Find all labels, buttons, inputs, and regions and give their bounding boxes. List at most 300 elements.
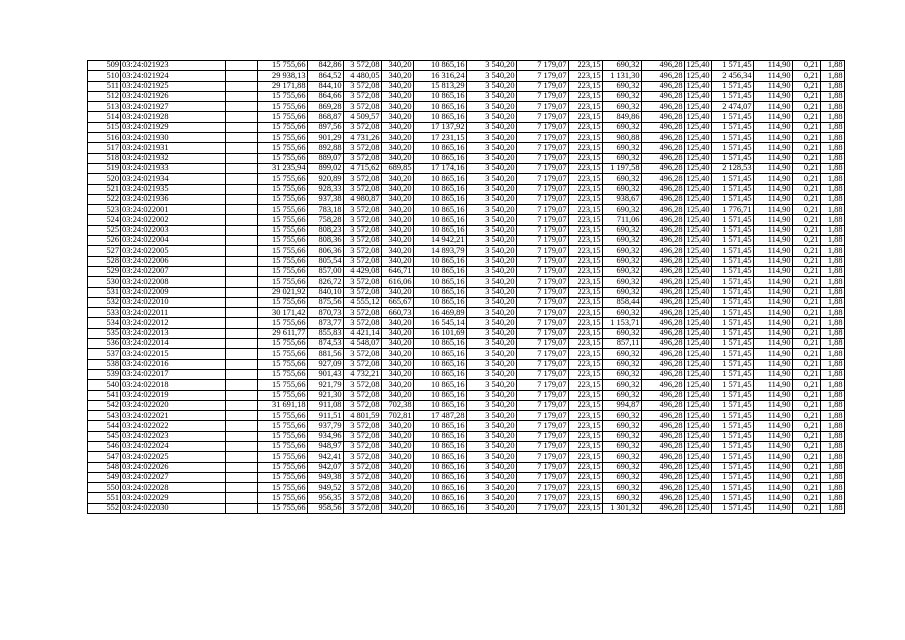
table-cell: 14 893,79 — [414, 246, 467, 256]
table-cell: 1,88 — [821, 441, 845, 451]
table-cell: 15 755,66 — [258, 369, 308, 379]
table-cell: 223,15 — [569, 215, 603, 225]
table-cell: 547 — [88, 452, 121, 462]
table-cell: 03:24:021935 — [121, 184, 226, 194]
table-cell: 0,21 — [793, 308, 821, 318]
table-cell: 1 571,45 — [712, 308, 754, 318]
table-cell: 10 865,16 — [414, 61, 467, 71]
empty-cell — [226, 411, 258, 421]
table-cell: 901,29 — [308, 133, 344, 143]
table-cell: 3 540,20 — [467, 153, 517, 163]
table-cell: 1 571,45 — [712, 503, 754, 513]
table-cell: 17 231,15 — [414, 133, 467, 143]
table-cell: 496,28 — [642, 308, 685, 318]
table-cell: 546 — [88, 441, 121, 451]
table-cell: 938,67 — [603, 194, 642, 204]
table-cell: 1 571,45 — [712, 225, 754, 235]
table-cell: 496,28 — [642, 163, 685, 173]
table-cell: 1 571,45 — [712, 318, 754, 328]
table-cell: 0,21 — [793, 112, 821, 122]
table-cell: 548 — [88, 462, 121, 472]
table-cell: 3 540,20 — [467, 256, 517, 266]
table-cell: 1,88 — [821, 266, 845, 276]
table-cell: 340,20 — [382, 369, 414, 379]
empty-cell — [226, 297, 258, 307]
table-cell: 1,88 — [821, 472, 845, 482]
table-cell: 3 572,08 — [344, 122, 382, 132]
empty-cell — [226, 328, 258, 338]
table-cell: 522 — [88, 194, 121, 204]
table-cell: 114,90 — [754, 215, 793, 225]
table-cell: 3 572,08 — [344, 225, 382, 235]
table-cell: 3 540,20 — [467, 431, 517, 441]
table-cell: 3 540,20 — [467, 328, 517, 338]
table-cell: 0,21 — [793, 71, 821, 81]
table-cell: 223,15 — [569, 503, 603, 513]
table-cell: 1,88 — [821, 205, 845, 215]
table-cell: 125,40 — [686, 338, 710, 348]
table-cell: 7 179,07 — [517, 91, 569, 101]
table-cell: 03:24:021927 — [121, 102, 226, 112]
table-cell: 542 — [88, 400, 121, 410]
table-cell: 690,32 — [603, 81, 642, 91]
table-cell: 7 179,07 — [517, 318, 569, 328]
table-cell: 3 540,20 — [467, 215, 517, 225]
table-row — [88, 266, 845, 276]
table-cell: 125,40 — [686, 81, 710, 91]
table-cell: 125,40 — [686, 503, 710, 513]
table-cell: 114,90 — [754, 122, 793, 132]
table-cell: 496,28 — [642, 349, 685, 359]
table-cell: 340,20 — [382, 215, 414, 225]
table-cell: 10 865,16 — [414, 369, 467, 379]
table-cell: 1 571,45 — [712, 122, 754, 132]
empty-cell — [226, 277, 258, 287]
table-cell: 1 571,45 — [712, 328, 754, 338]
table-cell: 4 548,07 — [344, 339, 382, 349]
table-cell: 942,41 — [308, 452, 344, 462]
table-body — [88, 61, 845, 514]
table-cell: 15 755,66 — [258, 266, 308, 276]
table-cell: 125,40 — [686, 70, 710, 80]
table-row — [88, 400, 845, 410]
table-cell: 3 540,20 — [467, 143, 517, 153]
table-cell: 10 865,16 — [414, 421, 467, 431]
table-cell: 125,40 — [686, 492, 710, 502]
table-cell: 496,28 — [642, 318, 685, 328]
table-cell: 689,85 — [382, 163, 414, 173]
table-cell: 17 174,16 — [414, 163, 467, 173]
table-cell: 826,72 — [308, 277, 344, 287]
table-row — [88, 369, 845, 379]
table-cell: 4 715,62 — [344, 163, 382, 173]
table-cell: 0,21 — [793, 349, 821, 359]
table-cell: 1 197,58 — [603, 163, 642, 173]
table-cell: 3 572,08 — [344, 102, 382, 112]
table-cell: 03:24:022028 — [121, 483, 226, 493]
table-cell: 937,38 — [308, 194, 344, 204]
table-cell: 114,90 — [754, 400, 793, 410]
table-cell: 2 456,34 — [712, 71, 754, 81]
table-cell: 223,15 — [569, 143, 603, 153]
table-cell: 15 755,66 — [258, 122, 308, 132]
table-cell: 1 571,45 — [712, 266, 754, 276]
table-cell: 3 572,08 — [344, 308, 382, 318]
table-cell: 702,81 — [382, 411, 414, 421]
table-cell: 10 865,16 — [414, 339, 467, 349]
table-row — [88, 339, 845, 349]
table-cell: 690,32 — [603, 174, 642, 184]
table-cell: 3 572,08 — [344, 452, 382, 462]
table-cell: 928,33 — [308, 184, 344, 194]
table-cell: 03:24:021936 — [121, 194, 226, 204]
table-cell: 899,02 — [308, 163, 344, 173]
table-cell: 125,40 — [686, 420, 710, 430]
table-cell: 496,28 — [642, 411, 685, 421]
table-cell: 114,90 — [754, 91, 793, 101]
table-cell: 15 755,66 — [258, 102, 308, 112]
table-cell: 125,40 — [686, 462, 710, 472]
table-cell: 3 540,20 — [467, 369, 517, 379]
table-cell: 4 731,26 — [344, 133, 382, 143]
table-cell: 0,21 — [793, 256, 821, 266]
table-cell: 1,88 — [821, 215, 845, 225]
table-cell: 0,21 — [793, 380, 821, 390]
table-cell: 223,15 — [569, 184, 603, 194]
table-cell: 223,15 — [569, 308, 603, 318]
table-cell: 934,96 — [308, 431, 344, 441]
table-cell: 1 571,45 — [712, 483, 754, 493]
table-cell: 17 487,28 — [414, 411, 467, 421]
table-cell: 3 572,08 — [344, 503, 382, 513]
table-cell: 690,32 — [603, 61, 642, 71]
table-cell: 340,20 — [382, 112, 414, 122]
table-cell: 0,21 — [793, 194, 821, 204]
table-cell: 15 755,66 — [258, 359, 308, 369]
empty-cell — [226, 266, 258, 276]
table-cell: 496,28 — [642, 277, 685, 287]
table-cell: 1,88 — [821, 133, 845, 143]
table-cell: 114,90 — [754, 503, 793, 513]
table-cell: 03:24:022029 — [121, 493, 226, 503]
table-cell: 864,66 — [308, 91, 344, 101]
table-cell: 496,28 — [642, 246, 685, 256]
table-cell: 690,32 — [603, 441, 642, 451]
table-cell: 690,32 — [603, 184, 642, 194]
table-cell: 496,28 — [642, 236, 685, 246]
table-cell: 114,90 — [754, 380, 793, 390]
table-row — [88, 174, 845, 184]
table-cell: 949,38 — [308, 472, 344, 482]
table-cell: 7 179,07 — [517, 503, 569, 513]
table-cell: 0,21 — [793, 122, 821, 132]
table-cell: 690,32 — [603, 266, 642, 276]
table-cell: 3 540,20 — [467, 483, 517, 493]
table-cell: 0,21 — [793, 390, 821, 400]
table-cell: 340,20 — [382, 205, 414, 215]
empty-cell — [226, 194, 258, 204]
table-cell: 3 572,08 — [344, 143, 382, 153]
table-cell: 949,52 — [308, 483, 344, 493]
table-cell: 855,83 — [308, 328, 344, 338]
table-cell: 521 — [88, 184, 121, 194]
table-cell: 03:24:021926 — [121, 91, 226, 101]
table-cell: 15 755,66 — [258, 483, 308, 493]
table-cell: 758,28 — [308, 215, 344, 225]
table-cell: 690,32 — [603, 236, 642, 246]
table-row — [88, 246, 845, 256]
table-cell: 15 755,66 — [258, 61, 308, 71]
table-cell: 114,90 — [754, 61, 793, 71]
table-cell: 536 — [88, 339, 121, 349]
table-row — [88, 153, 845, 163]
table-cell: 496,28 — [642, 390, 685, 400]
table-row — [88, 112, 845, 122]
table-cell: 10 865,16 — [414, 431, 467, 441]
table-cell: 340,20 — [382, 359, 414, 369]
table-cell: 15 755,66 — [258, 503, 308, 513]
table-cell: 3 572,08 — [344, 287, 382, 297]
table-cell: 531 — [88, 287, 121, 297]
table-cell: 0,21 — [793, 472, 821, 482]
table-cell: 125,40 — [686, 235, 710, 245]
table-cell: 03:24:022013 — [121, 328, 226, 338]
table-cell: 03:24:022027 — [121, 472, 226, 482]
table-cell: 223,15 — [569, 493, 603, 503]
table-cell: 527 — [88, 246, 121, 256]
table-cell: 3 540,20 — [467, 318, 517, 328]
table-cell: 340,20 — [382, 61, 414, 71]
table-cell: 125,40 — [686, 214, 710, 224]
table-cell: 223,15 — [569, 266, 603, 276]
table-cell: 0,21 — [793, 441, 821, 451]
table-cell: 873,77 — [308, 318, 344, 328]
table-cell: 3 540,20 — [467, 359, 517, 369]
table-cell: 3 540,20 — [467, 61, 517, 71]
table-cell: 15 755,66 — [258, 421, 308, 431]
table-cell: 496,28 — [642, 493, 685, 503]
table-cell: 03:24:022009 — [121, 287, 226, 297]
table-cell: 10 865,16 — [414, 91, 467, 101]
table-cell: 7 179,07 — [517, 452, 569, 462]
table-cell: 1,88 — [821, 431, 845, 441]
empty-cell — [226, 236, 258, 246]
table-row — [88, 328, 845, 338]
table-cell: 125,40 — [686, 194, 710, 204]
table-cell: 114,90 — [754, 266, 793, 276]
table-cell: 10 865,16 — [414, 102, 467, 112]
table-cell: 0,21 — [793, 411, 821, 421]
table-cell: 1 571,45 — [712, 236, 754, 246]
table-cell: 549 — [88, 472, 121, 482]
table-cell: 690,32 — [603, 143, 642, 153]
table-cell: 223,15 — [569, 81, 603, 91]
table-cell: 03:24:022017 — [121, 369, 226, 379]
table-cell: 3 540,20 — [467, 349, 517, 359]
table-cell: 16 545,14 — [414, 318, 467, 328]
table-row — [88, 359, 845, 369]
table-cell: 1,88 — [821, 297, 845, 307]
table-cell: 7 179,07 — [517, 61, 569, 71]
table-cell: 0,21 — [793, 503, 821, 513]
empty-cell — [226, 153, 258, 163]
table-cell: 3 540,20 — [467, 380, 517, 390]
table-cell: 114,90 — [754, 421, 793, 431]
table-cell: 125,40 — [686, 472, 710, 482]
table-cell: 1 571,45 — [712, 452, 754, 462]
table-cell: 3 540,20 — [467, 71, 517, 81]
table-cell: 125,40 — [686, 379, 710, 389]
table-cell: 125,40 — [686, 328, 710, 338]
table-cell: 690,32 — [603, 287, 642, 297]
table-cell: 520 — [88, 174, 121, 184]
table-cell: 1 571,45 — [712, 431, 754, 441]
table-cell: 7 179,07 — [517, 102, 569, 112]
table-cell: 3 540,20 — [467, 472, 517, 482]
empty-cell — [226, 400, 258, 410]
table-cell: 512 — [88, 91, 121, 101]
table-cell: 980,88 — [603, 133, 642, 143]
table-cell: 125,40 — [686, 276, 710, 286]
table-cell: 1,88 — [821, 400, 845, 410]
table-cell: 10 865,16 — [414, 380, 467, 390]
table-cell: 15 755,66 — [258, 431, 308, 441]
table-cell: 496,28 — [642, 452, 685, 462]
table-cell: 125,40 — [686, 287, 710, 296]
table-cell: 15 755,66 — [258, 112, 308, 122]
table-cell: 496,28 — [642, 184, 685, 194]
table-cell: 7 179,07 — [517, 205, 569, 215]
table-row — [88, 390, 845, 400]
table-cell: 125,40 — [686, 245, 710, 255]
table-cell: 114,90 — [754, 339, 793, 349]
table-cell: 690,32 — [603, 153, 642, 163]
empty-cell — [226, 287, 258, 297]
table-cell: 690,32 — [603, 256, 642, 266]
table-cell: 340,20 — [382, 503, 414, 513]
table-row — [88, 194, 845, 204]
table-cell: 7 179,07 — [517, 359, 569, 369]
table-cell: 10 865,16 — [414, 184, 467, 194]
table-cell: 114,90 — [754, 287, 793, 297]
table-cell: 690,32 — [603, 277, 642, 287]
table-cell: 223,15 — [569, 400, 603, 410]
empty-cell — [226, 112, 258, 122]
table-cell: 864,52 — [308, 71, 344, 81]
table-cell: 1 571,45 — [712, 287, 754, 297]
table-cell: 03:24:022022 — [121, 421, 226, 431]
table-cell: 125,40 — [686, 441, 710, 451]
table-cell: 340,20 — [382, 143, 414, 153]
table-cell: 806,36 — [308, 246, 344, 256]
table-cell: 690,32 — [603, 102, 642, 112]
table-cell: 7 179,07 — [517, 256, 569, 266]
table-cell: 539 — [88, 369, 121, 379]
table-cell: 125,40 — [686, 359, 710, 369]
table-cell: 0,21 — [793, 266, 821, 276]
table-cell: 10 865,16 — [414, 390, 467, 400]
table-cell: 616,06 — [382, 277, 414, 287]
table-row — [88, 61, 845, 71]
table-cell: 223,15 — [569, 328, 603, 338]
table-cell: 3 572,08 — [344, 215, 382, 225]
table-cell: 3 572,08 — [344, 441, 382, 451]
table-cell: 1,88 — [821, 483, 845, 493]
table-cell: 1 571,45 — [712, 256, 754, 266]
table-cell: 1,88 — [821, 256, 845, 266]
table-cell: 114,90 — [754, 431, 793, 441]
table-cell: 223,15 — [569, 71, 603, 81]
table-cell: 114,90 — [754, 174, 793, 184]
table-cell: 114,90 — [754, 194, 793, 204]
table-cell: 1 131,30 — [603, 71, 642, 81]
table-cell: 125,40 — [686, 451, 710, 461]
table-cell: 7 179,07 — [517, 493, 569, 503]
table-row — [88, 225, 845, 235]
table-cell: 535 — [88, 328, 121, 338]
table-cell: 1 571,45 — [712, 174, 754, 184]
table-cell: 516 — [88, 133, 121, 143]
table-cell: 114,90 — [754, 153, 793, 163]
table-cell: 125,40 — [686, 101, 710, 111]
table-cell: 496,28 — [642, 81, 685, 91]
table-cell: 783,18 — [308, 205, 344, 215]
table-cell: 340,20 — [382, 390, 414, 400]
table-cell: 125,40 — [686, 390, 710, 399]
table-cell: 3 540,20 — [467, 194, 517, 204]
table-cell: 4 555,12 — [344, 297, 382, 307]
empty-cell — [226, 174, 258, 184]
table-cell: 1,88 — [821, 349, 845, 359]
table-row — [88, 215, 845, 225]
table-cell: 3 540,20 — [467, 246, 517, 256]
empty-cell — [226, 215, 258, 225]
table-cell: 223,15 — [569, 452, 603, 462]
table-cell: 3 572,08 — [344, 349, 382, 359]
table-row — [88, 71, 845, 81]
table-cell: 3 540,20 — [467, 205, 517, 215]
table-cell: 3 572,08 — [344, 359, 382, 369]
table-cell: 114,90 — [754, 102, 793, 112]
table-cell: 690,32 — [603, 452, 642, 462]
table-cell: 1,88 — [821, 153, 845, 163]
table-cell: 114,90 — [754, 297, 793, 307]
table-cell: 702,38 — [382, 400, 414, 410]
table-cell: 532 — [88, 297, 121, 307]
table-cell: 3 572,08 — [344, 205, 382, 215]
table-cell: 1,88 — [821, 122, 845, 132]
table-cell: 496,28 — [642, 256, 685, 266]
empty-cell — [226, 102, 258, 112]
table-cell: 7 179,07 — [517, 143, 569, 153]
table-cell: 340,20 — [382, 462, 414, 472]
table-cell: 125,40 — [686, 307, 710, 317]
table-cell: 31 691,18 — [258, 400, 308, 410]
table-cell: 340,20 — [382, 349, 414, 359]
table-cell: 1 571,45 — [712, 215, 754, 225]
empty-cell — [226, 122, 258, 132]
table-cell: 10 865,16 — [414, 143, 467, 153]
table-cell: 03:24:022015 — [121, 349, 226, 359]
table-cell: 10 865,16 — [414, 215, 467, 225]
table-cell: 15 755,66 — [258, 297, 308, 307]
table-cell: 1,88 — [821, 369, 845, 379]
table-cell: 3 540,20 — [467, 225, 517, 235]
table-cell: 10 865,16 — [414, 112, 467, 122]
table-cell: 17 137,92 — [414, 122, 467, 132]
empty-cell — [226, 472, 258, 482]
table-cell: 10 865,16 — [414, 153, 467, 163]
